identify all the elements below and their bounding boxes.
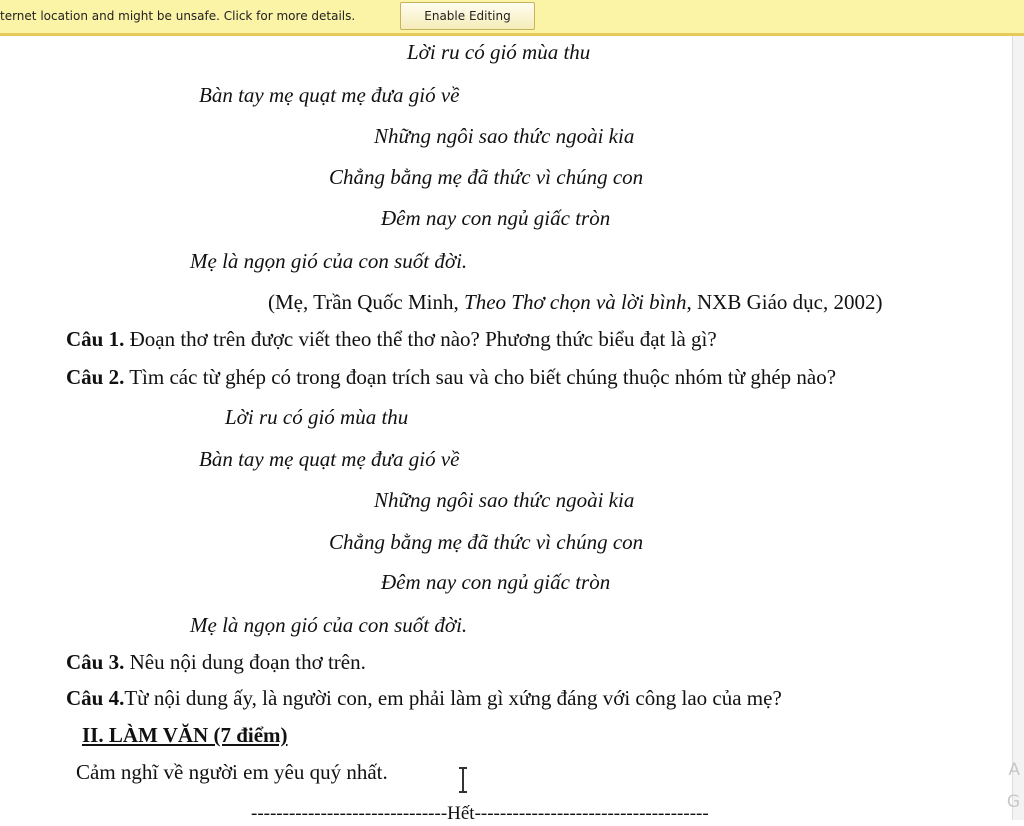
question-2-label: Câu 2.: [66, 365, 125, 389]
source-prefix: (Mẹ, Trần Quốc Minh,: [268, 290, 465, 314]
question-4: [66, 686, 782, 710]
poem-top-line-4: Chẳng bằng mẹ đã thức vì chúng con: [329, 165, 644, 189]
question-1-text: Đoạn thơ trên được viết theo thể thơ nào? Phương thức biểu đạt là gì?: [124, 327, 717, 351]
question-1-label: Câu 1.: [66, 327, 125, 351]
question-2-text: Tìm các từ ghép có trong đoạn trích sau và cho biết chúng thuộc nhóm từ ghép nào?: [124, 365, 837, 389]
question-3: [66, 650, 366, 674]
question-4-label: Câu 4.: [66, 686, 125, 710]
poem-bottom-line-6: Mẹ là ngọn gió của con suốt đời.: [190, 613, 468, 637]
message-bar: [0, 0, 1024, 36]
poem-top-line-2: Bàn tay mẹ quạt mẹ đưa gió về: [199, 83, 460, 107]
section-heading: II. LÀM VĂN (7 điểm): [82, 723, 288, 747]
poem-top-line-6: Mẹ là ngọn gió của con suốt đời.: [190, 249, 468, 273]
question-3-label: Câu 3.: [66, 650, 125, 674]
source-suffix: , NXB Giáo dục, 2002): [686, 290, 883, 314]
question-1: [66, 327, 717, 351]
poem-top-line-1: Lời ru có gió mùa thu: [407, 40, 591, 64]
poem-bottom-line-2: Bàn tay mẹ quạt mẹ đưa gió về: [199, 447, 460, 471]
question-2: [66, 365, 836, 389]
poem-bottom-line-4: Chẳng bằng mẹ đã thức vì chúng con: [329, 530, 644, 554]
poem-bottom-line-1: Lời ru có gió mùa thu: [225, 405, 409, 429]
text-cursor-icon: [456, 767, 470, 793]
edge-letter-g: G: [1006, 792, 1020, 812]
end-marker: -------------------------------Hết-------------------------------------: [251, 803, 709, 824]
edge-letter-a: A: [1008, 760, 1020, 780]
question-4-text: Từ nội dung ấy, là người con, em phải làm gì xứng đáng với công lao của mẹ?: [124, 686, 782, 710]
essay-prompt: Cảm nghĩ về người em yêu quý nhất.: [76, 760, 388, 784]
source-book-title: Theo Thơ chọn và lời bình: [464, 290, 687, 314]
source-citation: [268, 290, 883, 314]
poem-top-line-3: Những ngôi sao thức ngoài kia: [374, 124, 635, 148]
enable-editing-button[interactable]: Enable Editing: [400, 2, 535, 30]
poem-bottom-line-5: Đêm nay con ngủ giấc tròn: [381, 570, 611, 594]
security-warning-text[interactable]: ternet location and might be unsafe. Click for more details.: [0, 9, 356, 23]
poem-top-line-5: Đêm nay con ngủ giấc tròn: [381, 206, 611, 230]
poem-bottom-line-3: Những ngôi sao thức ngoài kia: [374, 488, 635, 512]
vertical-scrollbar[interactable]: [1012, 36, 1024, 820]
question-3-text: Nêu nội dung đoạn thơ trên.: [124, 650, 366, 674]
